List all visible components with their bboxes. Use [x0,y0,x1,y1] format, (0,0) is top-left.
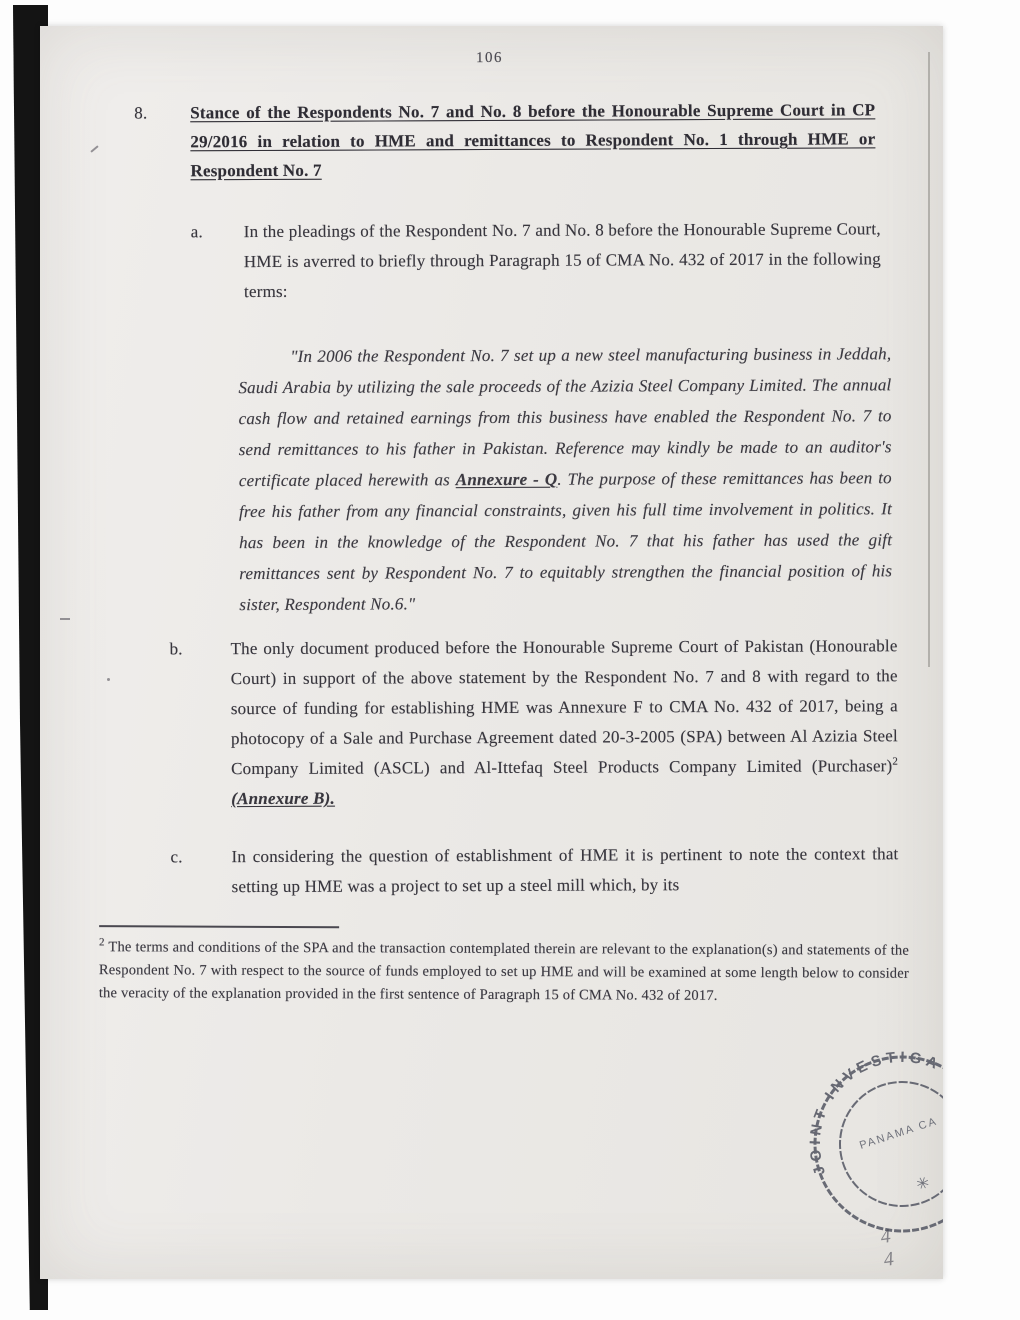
item-text-c: In considering the question of establishment of HME it is pertinent to note the context that setting up HME was a project to set up a steel mill which, by its [231,844,899,897]
quote-text-part2: . The purpose of these remittances has been to free his father from any financial constraints, given his full time involvement in politics. It has been in the knowledge of the Respondent No. 7 that his father has used the gift remittances sent by Respondent No. 7 to equitably strengthen the financial position of his sister, Respondent No.6." [238,468,893,615]
item-text-b [231,631,899,814]
item-text-a: In the pleadings of the Respondent No. 7 and No. 8 before the Honourable Supreme Court, HME is averred to briefly through Paragraph 15 of CMA No. 432 of 2017 in the following terms: [243,219,881,302]
item-label-b: b. [169,639,183,659]
stamp-arc-text: JOINT INVESTIGA [806,1048,945,1177]
quoted-pleading-block [238,338,892,620]
list-item-b [170,631,899,814]
list-item-a [191,214,881,307]
footnote-reference-marker: 2 [892,755,899,768]
annexure-b-reference: (Annexure B). [231,788,335,809]
item-label-a: a. [190,222,203,242]
footnote-text: The terms and conditions of the SPA and the transaction contemplated therein are relevant to the explanation(s) and statements of the Respondent No. 7 with respect to the source of funds employed to set up HME and will be examined at some length below to consider the veracity of the explanation provided in the first sentence of Paragraph 15 of CMA No. 432 of 2017. [98,939,910,1004]
document-content [40,26,943,1009]
annexure-q-reference: Annexure - Q [455,469,558,490]
footnote-marker: 2 [99,936,105,949]
list-item-c [170,839,898,902]
stamp-inner-text: PANAMA CA [858,1115,940,1152]
footnote-separator [99,925,339,928]
document-paper [40,26,943,1279]
footnote-paragraph [99,936,909,1009]
page-number: 106 [475,49,504,67]
footnote [99,925,909,1009]
item-label-c: c. [170,847,183,867]
svg-text:JOINT INVESTIGA [774,1024,943,1180]
item-b-body: The only document produced before the Honourable Supreme Court of Pakistan (Honourable Court) in support of the above statement by the Respondent No. 7 and 8 with regard to the source of funding for establishing HME was Annexure F to CMA No. 432 of 2017, being a photocopy of a Sale and Purchase Agreement dated 20-3-2005 (SPA) between Al Azizia Steel Company Limited (ASCL) and Al-Ittefaq Steel Products Company Limited (Purchaser) [230,636,899,779]
section-heading [134,95,875,185]
section-heading-text: Stance of the Respondents No. 7 and No. 8 before the Honourable Supreme Court in CP 29/2016 in relation to HME and remittances to Respondent No. 1 through HME or Respondent No. 7 [190,100,876,181]
stamp-star-mark: ✳ [913,1173,934,1195]
handwritten-marks: 4 4 [879,1221,920,1272]
section-number: 8. [134,103,148,123]
quote-text-part1: "In 2006 the Respondent No. 7 set up a new steel manufacturing business in Jeddah, Saudi Arabia by utilizing the sale proceeds of the Azizia Steel Company Limited. The annual cash flow and retained earnings from this business have enabled the Respondent No. 7 to send remittances to his father in Pakistan. Reference may kindly be made to an auditor's certificate placed herewith as [238,344,892,491]
